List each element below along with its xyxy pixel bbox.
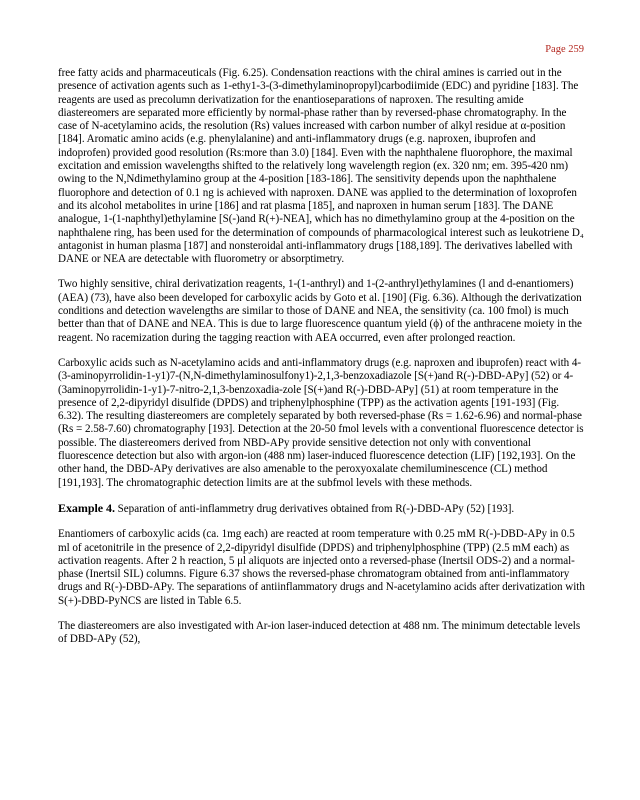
paragraph-anthrylethylamine: Two highly sensitive, chiral derivatization reagents, 1-(1-anthryl) and 1-(2-anthryl)ethylamines (l and d-enantiomers) (AEA) (73), have also been developed for carboxylic acids by Goto et al. [190] (Fig. 6.36). Although the derivatization conditions and detection wavelengths are similar to those of DANE and NEA, the sensitivity (ca. 100 fmol) is much better than that of DANE and NEA. This is due to large fluorescence quantum yield (ϕ) of the anthracene moiety in the reagent. No racemization during the tagging reaction with AEA occurred, even after prolonged reaction.: [58, 278, 582, 344]
paragraph-laser-detection: The diastereomers are also investigated with Ar-ion laser-induced detection at 488 nm. The minimum detectable levels of DBD-APy (52),: [58, 619, 581, 646]
example-heading: [58, 502, 586, 516]
page-body: [58, 67, 586, 659]
paragraph-dbd-apy: Carboxylic acids such as N-acetylamino acids and anti-inflammatory drugs (e.g. naproxen and ibuprofen) react with 4-(3-aminopyrrolidin-1-y1)7-(N,N-dimethylaminosulfony1)-2,1,3-benzoxadiazole [S(+)and R(-)-DBD-APy] (52) or 4-(3aminopyrrolidin-1-y1)-7-nitro-2,1,3-benzoxadia-zole [S(+)and R(-)-DBD-APy] (51) at room temperature in the presence of 2,2-dipyridyl disulfide (DPDS) and triphenylphosphine (TPP) as the activation agents [191-193] (Fig. 6.32). The resulting diastereomers are completely separated by both reversed-phase (Rs = 1.62-6.96) and normal-phase (Rs = 2.58-7.60) chromatography [193]. Detection at the 20-50 fmol levels with a conventional fluorescence detector is possible. The diastereomers derived from NBD-APy provide sensitive detection not only with conventional fluorescence detection but also with argon-ion (488 nm) laser-induced fluorescence detection (LIF) [192,193]. On the other hand, the DBD-APy derivatives are also amenable to the peroxyoxalate chemiluminescence (CL) method [191,193]. The chromatographic detection limits are at the subfmol levels with these methods.: [58, 356, 584, 489]
example-label: Example 4.: [58, 500, 115, 515]
example-title: Separation of anti-inflammetry drug derivatives obtained from R(-)-DBD-APy (52) [193].: [114, 502, 515, 515]
paragraph-procedure: Enantiomers of carboxylic acids (ca. 1mg each) are reacted at room temperature with 0.25 mM R(-)-DBD-APy in 0.5 ml of acetonitrile in the presence of 2,2-dipyridyl disulfide (DPDS) and triphenylphosphine (TPP) (2.5 mM each) as activation reagents. After 2 h reaction, 5 μl aliquots are injected onto a reversed-phase (Inertsil ODS-2) and a normal-phase (Inertsil SIL) columns. Figure 6.37 shows the reversed-phase chromatogram obtained from anti-inflammatory drugs and R(-)-DBD-APy. The separations of antiinflammatory drugs and N-acetylamino acids after derivatization with S(+)-DBD-PyNCS are listed in Table 6.5.: [58, 528, 585, 607]
page-number: Page 259: [545, 44, 584, 55]
paragraph-naphthylethylamine: free fatty acids and pharmaceuticals (Fig. 6.25). Condensation reactions with the chiral amines is carried out in the presence of activation agents such as 1-ethy1-3-(3-dimethylaminopropyl)carbodiimide (EDC) and pyridine [183]. The reagents are used as precolumn derivatization for the enantioseparations of naproxen. The resulting amide diastereomers are separated more efficiently by normal-phase rather than by reversed-phase chromatography. In the case of N-acetylamino acids, the resolution (Rs) values increased with carbon number of alkyl residue at α-position [184]. Aromatic amino acids (e.g. phenylalanine) and anti-inflammatory drugs (e.g. naproxen, ibuprofen and indoprofen) provided good resolution (Rs:more than 3.0) [184]. Even with the naphthalene fluorophore, the maximal excitation and emission wavelengths shifted to the relatively long wavelength region (ex. 320 nm; em. 395-420 nm) owing to the N,Ndimethylamino group at the 4-position [183-186]. The sensitivity depends upon the naphthalene fluorophore and detection of 0.1 ng is achieved with naproxen. DANE was applied to the determination of loxoprofen and its alcohol metabolites in urine [186] and rat plasma [185], and naproxen in human serum [183]. The DANE analogue, 1-(1-naphthyl)ethylamine [S(-)and R(+)-NEA], which has no dimethylamino group at the 4-position on the naphthalene ring, has been used for the determination of compounds of pharmacological interest such as leukotriene D₄ antagonist in human plasma [187] and nonsteroidal anti-inflammatory drugs [188,189]. The derivatives labelled with DANE or NEA are detectable with fluorometry or absorptimetry.: [58, 67, 584, 266]
